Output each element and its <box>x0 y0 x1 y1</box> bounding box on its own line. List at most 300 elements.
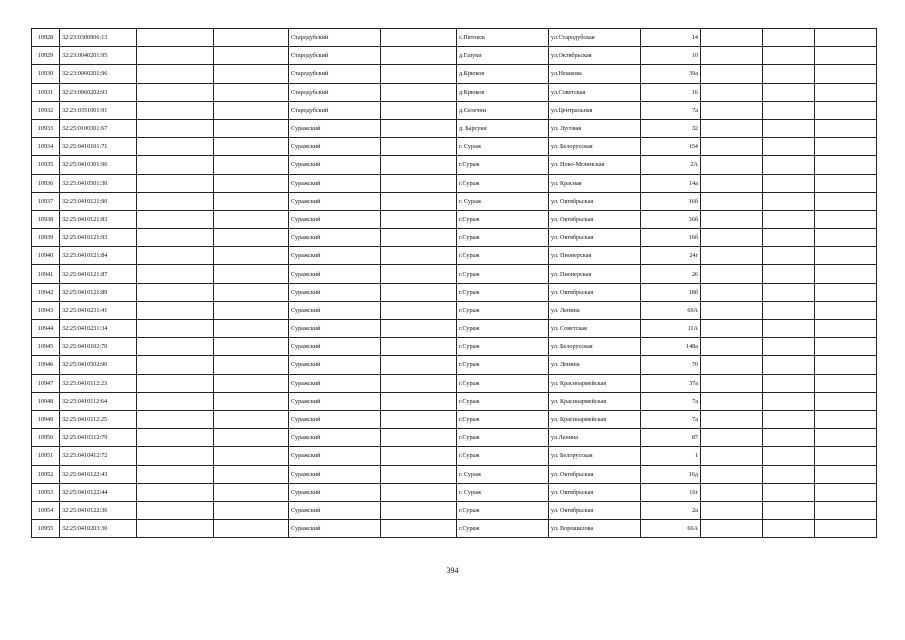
empty-cell <box>763 410 815 428</box>
table-row <box>32 101 877 119</box>
row-number-cell: 10953 <box>32 483 60 501</box>
empty-cell <box>214 101 289 119</box>
empty-cell <box>815 283 877 301</box>
settlement-cell: г.Сураж <box>457 374 549 392</box>
cadastral-number-cell: 32:25:0410231:34 <box>60 320 137 338</box>
empty-cell <box>763 520 815 538</box>
empty-cell <box>214 501 289 519</box>
empty-cell <box>214 47 289 65</box>
table-row <box>32 374 877 392</box>
row-number-cell: 10933 <box>32 119 60 137</box>
house-number-cell: 1 <box>641 447 701 465</box>
house-number-cell: 66А <box>641 520 701 538</box>
empty-cell <box>701 138 763 156</box>
settlement-cell: г.Сураж <box>457 283 549 301</box>
empty-cell <box>701 247 763 265</box>
empty-cell <box>701 229 763 247</box>
empty-cell <box>214 265 289 283</box>
empty-cell <box>815 119 877 137</box>
empty-cell <box>701 83 763 101</box>
empty-cell <box>137 374 214 392</box>
cadastral-number-cell: 32:25:0410501:30 <box>60 174 137 192</box>
house-number-cell: 2а <box>641 501 701 519</box>
empty-cell <box>763 192 815 210</box>
row-number-cell: 10949 <box>32 410 60 428</box>
district-cell: Стародубский <box>289 83 381 101</box>
cadastral-number-cell: 32:25:0410121:87 <box>60 265 137 283</box>
empty-cell <box>701 374 763 392</box>
row-number-cell: 10928 <box>32 29 60 47</box>
empty-cell <box>815 447 877 465</box>
cadastral-number-cell: 32:25:0410112:23 <box>60 374 137 392</box>
empty-cell <box>701 283 763 301</box>
empty-cell <box>214 119 289 137</box>
empty-cell <box>137 65 214 83</box>
empty-cell <box>214 301 289 319</box>
table-row <box>32 429 877 447</box>
row-number-cell: 10931 <box>32 83 60 101</box>
district-cell: Суражский <box>289 501 381 519</box>
empty-cell <box>381 210 457 228</box>
empty-cell <box>137 47 214 65</box>
settlement-cell: г.Сураж <box>457 501 549 519</box>
empty-cell <box>701 265 763 283</box>
settlement-cell: г.Сураж <box>457 338 549 356</box>
empty-cell <box>381 483 457 501</box>
table-row <box>32 447 877 465</box>
empty-cell <box>214 338 289 356</box>
empty-cell <box>214 283 289 301</box>
street-cell: ул. Красноармейская <box>549 410 641 428</box>
cadastral-number-cell: 32:25:0410312:79 <box>60 429 137 447</box>
empty-cell <box>214 29 289 47</box>
street-cell: ул.Центральная <box>549 101 641 119</box>
row-number-cell: 10944 <box>32 320 60 338</box>
cadastral-number-cell: 32:25:0410121:93 <box>60 229 137 247</box>
street-cell: ул. Пионерская <box>549 265 641 283</box>
street-cell: ул. Красноармейская <box>549 392 641 410</box>
table-row <box>32 338 877 356</box>
empty-cell <box>214 520 289 538</box>
cadastral-number-cell: 32:25:0410121:89 <box>60 283 137 301</box>
district-cell: Суражский <box>289 283 381 301</box>
empty-cell <box>763 465 815 483</box>
cadastral-number-cell: 32:25:0410121:84 <box>60 247 137 265</box>
empty-cell <box>137 501 214 519</box>
street-cell: ул. Октябрьская <box>549 501 641 519</box>
settlement-cell: д.Селечни <box>457 101 549 119</box>
district-cell: Суражский <box>289 356 381 374</box>
street-cell: ул.Ленина <box>549 429 641 447</box>
table-row <box>32 210 877 228</box>
settlement-cell: г.Сураж <box>457 229 549 247</box>
empty-cell <box>701 356 763 374</box>
row-number-cell: 10947 <box>32 374 60 392</box>
empty-cell <box>214 229 289 247</box>
empty-cell <box>701 192 763 210</box>
row-number-cell: 10938 <box>32 210 60 228</box>
cadastral-number-cell: 32:23:0060201:96 <box>60 65 137 83</box>
house-number-cell: 10 <box>641 47 701 65</box>
empty-cell <box>214 210 289 228</box>
table-row <box>32 320 877 338</box>
empty-cell <box>815 101 877 119</box>
house-number-cell: 16г <box>641 483 701 501</box>
row-number-cell: 10943 <box>32 301 60 319</box>
row-number-cell: 10954 <box>32 501 60 519</box>
street-cell: ул.Нешкова <box>549 65 641 83</box>
street-cell: ул. Ленина <box>549 356 641 374</box>
house-number-cell: 70 <box>641 356 701 374</box>
empty-cell <box>381 83 457 101</box>
empty-cell <box>763 156 815 174</box>
district-cell: Суражский <box>289 265 381 283</box>
house-number-cell: 26 <box>641 265 701 283</box>
street-cell: ул. Белорусская <box>549 138 641 156</box>
empty-cell <box>701 501 763 519</box>
empty-cell <box>701 392 763 410</box>
row-number-cell: 10941 <box>32 265 60 283</box>
settlement-cell: г.Сураж <box>457 265 549 283</box>
empty-cell <box>701 410 763 428</box>
row-number-cell: 10955 <box>32 520 60 538</box>
empty-cell <box>214 410 289 428</box>
empty-cell <box>381 338 457 356</box>
district-cell: Суражский <box>289 119 381 137</box>
cadastral-number-cell: 32:25:0410122:43 <box>60 465 137 483</box>
page-number: 394 <box>446 566 459 575</box>
empty-cell <box>815 65 877 83</box>
district-cell: Суражский <box>289 338 381 356</box>
cadastral-number-cell: 32:23:0040201:95 <box>60 47 137 65</box>
district-cell: Суражский <box>289 520 381 538</box>
empty-cell <box>763 138 815 156</box>
empty-cell <box>137 192 214 210</box>
empty-cell <box>701 29 763 47</box>
empty-cell <box>214 174 289 192</box>
settlement-cell: г. Сураж <box>457 138 549 156</box>
table-row <box>32 229 877 247</box>
settlement-cell: г.Сураж <box>457 210 549 228</box>
empty-cell <box>381 320 457 338</box>
street-cell: ул. Октябрьская <box>549 483 641 501</box>
empty-cell <box>137 156 214 174</box>
empty-cell <box>381 501 457 519</box>
settlement-cell: г.Сураж <box>457 156 549 174</box>
settlement-cell: д.Крюков <box>457 65 549 83</box>
table-row <box>32 156 877 174</box>
empty-cell <box>214 156 289 174</box>
empty-cell <box>137 247 214 265</box>
table-row <box>32 410 877 428</box>
empty-cell <box>137 174 214 192</box>
table-row <box>32 247 877 265</box>
empty-cell <box>763 210 815 228</box>
street-cell: ул. Красноармейская <box>549 374 641 392</box>
empty-cell <box>815 138 877 156</box>
empty-cell <box>763 320 815 338</box>
cadastral-number-cell: 32:23:0060202:93 <box>60 83 137 101</box>
empty-cell <box>815 483 877 501</box>
empty-cell <box>137 320 214 338</box>
empty-cell <box>763 29 815 47</box>
settlement-cell: г.Сураж <box>457 447 549 465</box>
row-number-cell: 10948 <box>32 392 60 410</box>
street-cell: ул. Белорусская <box>549 338 641 356</box>
house-number-cell: 154 <box>641 138 701 156</box>
house-number-cell: 39а <box>641 65 701 83</box>
empty-cell <box>381 101 457 119</box>
empty-cell <box>763 483 815 501</box>
empty-cell <box>815 320 877 338</box>
empty-cell <box>214 320 289 338</box>
empty-cell <box>701 210 763 228</box>
settlement-cell: г. Сураж <box>457 192 549 210</box>
district-cell: Суражский <box>289 210 381 228</box>
street-cell: ул. Октябрьская <box>549 210 641 228</box>
district-cell: Суражский <box>289 156 381 174</box>
empty-cell <box>381 192 457 210</box>
table-row <box>32 283 877 301</box>
empty-cell <box>815 520 877 538</box>
row-number-cell: 10932 <box>32 101 60 119</box>
empty-cell <box>381 410 457 428</box>
house-number-cell: 16д <box>641 465 701 483</box>
empty-cell <box>815 338 877 356</box>
settlement-cell: г.Сураж <box>457 520 549 538</box>
district-cell: Суражский <box>289 301 381 319</box>
empty-cell <box>763 247 815 265</box>
empty-cell <box>381 283 457 301</box>
row-number-cell: 10950 <box>32 429 60 447</box>
empty-cell <box>214 429 289 447</box>
table-row <box>32 520 877 538</box>
empty-cell <box>214 192 289 210</box>
cadastral-number-cell: 32:23:0300906:13 <box>60 29 137 47</box>
empty-cell <box>381 229 457 247</box>
table-row <box>32 301 877 319</box>
district-cell: Суражский <box>289 247 381 265</box>
cadastral-number-cell: 32:25:0410101:71 <box>60 138 137 156</box>
house-number-cell: 32 <box>641 119 701 137</box>
street-cell: ул.Стародубская <box>549 29 641 47</box>
empty-cell <box>137 356 214 374</box>
empty-cell <box>381 356 457 374</box>
empty-cell <box>763 338 815 356</box>
empty-cell <box>381 174 457 192</box>
empty-cell <box>815 29 877 47</box>
house-number-cell: 7а <box>641 392 701 410</box>
empty-cell <box>815 83 877 101</box>
row-number-cell: 10929 <box>32 47 60 65</box>
empty-cell <box>701 174 763 192</box>
table-row <box>32 501 877 519</box>
empty-cell <box>815 229 877 247</box>
empty-cell <box>137 229 214 247</box>
empty-cell <box>815 247 877 265</box>
table-row <box>32 392 877 410</box>
house-number-cell: 7а <box>641 410 701 428</box>
cadastral-number-cell: 32:23:0351001:91 <box>60 101 137 119</box>
row-number-cell: 10937 <box>32 192 60 210</box>
settlement-cell: г.Сураж <box>457 174 549 192</box>
table-row <box>32 356 877 374</box>
street-cell: ул. Луговая <box>549 119 641 137</box>
empty-cell <box>214 392 289 410</box>
row-number-cell: 10951 <box>32 447 60 465</box>
empty-cell <box>381 156 457 174</box>
house-number-cell: 69А <box>641 301 701 319</box>
settlement-cell: д.Крюков <box>457 83 549 101</box>
house-number-cell: 16 <box>641 83 701 101</box>
empty-cell <box>763 229 815 247</box>
cadastral-number-cell: 32:25:0100301:67 <box>60 119 137 137</box>
settlement-cell: г.Сураж <box>457 429 549 447</box>
empty-cell <box>815 501 877 519</box>
empty-cell <box>137 520 214 538</box>
empty-cell <box>381 247 457 265</box>
empty-cell <box>763 501 815 519</box>
empty-cell <box>763 101 815 119</box>
empty-cell <box>701 338 763 356</box>
empty-cell <box>381 301 457 319</box>
empty-cell <box>137 283 214 301</box>
empty-cell <box>815 156 877 174</box>
cadastral-number-cell: 32:25:0410121:83 <box>60 210 137 228</box>
row-number-cell: 10939 <box>32 229 60 247</box>
house-number-cell: 16б <box>641 229 701 247</box>
empty-cell <box>381 47 457 65</box>
street-cell: ул.Октябрьская <box>549 47 641 65</box>
street-cell: ул. Пионерская <box>549 247 641 265</box>
settlement-cell: д.Газуки <box>457 47 549 65</box>
district-cell: Суражский <box>289 138 381 156</box>
settlement-cell: г.Сураж <box>457 356 549 374</box>
empty-cell <box>763 429 815 447</box>
empty-cell <box>763 301 815 319</box>
empty-cell <box>137 138 214 156</box>
district-cell: Стародубский <box>289 101 381 119</box>
empty-cell <box>815 356 877 374</box>
empty-cell <box>763 174 815 192</box>
cadastral-number-cell: 32:25:0410301:96 <box>60 156 137 174</box>
empty-cell <box>815 392 877 410</box>
street-cell: ул. Советская <box>549 320 641 338</box>
table-row <box>32 29 877 47</box>
row-number-cell: 10952 <box>32 465 60 483</box>
table-row <box>32 465 877 483</box>
cadastral-number-cell: 32:25:0410502:90 <box>60 356 137 374</box>
district-cell: Суражский <box>289 447 381 465</box>
empty-cell <box>815 410 877 428</box>
district-cell: Суражский <box>289 483 381 501</box>
empty-cell <box>214 356 289 374</box>
district-cell: Суражский <box>289 410 381 428</box>
empty-cell <box>214 374 289 392</box>
row-number-cell: 10945 <box>32 338 60 356</box>
district-cell: Стародубский <box>289 65 381 83</box>
row-number-cell: 10930 <box>32 65 60 83</box>
empty-cell <box>763 392 815 410</box>
table-row <box>32 192 877 210</box>
empty-cell <box>381 392 457 410</box>
cadastral-number-cell: 32:25:0410231:41 <box>60 301 137 319</box>
settlement-cell: с.Пятовск <box>457 29 549 47</box>
registry-table-body <box>32 29 877 538</box>
empty-cell <box>701 47 763 65</box>
empty-cell <box>763 374 815 392</box>
house-number-cell: 14а <box>641 174 701 192</box>
row-number-cell: 10942 <box>32 283 60 301</box>
settlement-cell: г. Сураж <box>457 483 549 501</box>
street-cell: ул. Белорусская <box>549 447 641 465</box>
empty-cell <box>815 429 877 447</box>
empty-cell <box>763 265 815 283</box>
street-cell: ул. Ново-Мглинская <box>549 156 641 174</box>
cadastral-number-cell: 32:25:0410412:72 <box>60 447 137 465</box>
settlement-cell: г.Сураж <box>457 301 549 319</box>
cadastral-number-cell: 32:25:0410203:30 <box>60 520 137 538</box>
empty-cell <box>214 465 289 483</box>
empty-cell <box>815 465 877 483</box>
district-cell: Суражский <box>289 192 381 210</box>
row-number-cell: 10935 <box>32 156 60 174</box>
table-row <box>32 83 877 101</box>
empty-cell <box>815 301 877 319</box>
empty-cell <box>701 301 763 319</box>
table-row <box>32 174 877 192</box>
district-cell: Суражский <box>289 429 381 447</box>
empty-cell <box>137 338 214 356</box>
house-number-cell: 18б <box>641 283 701 301</box>
house-number-cell: 14 <box>641 29 701 47</box>
cadastral-number-cell: 32:25:0410112:64 <box>60 392 137 410</box>
house-number-cell: 16б <box>641 192 701 210</box>
house-number-cell: 36б <box>641 210 701 228</box>
empty-cell <box>701 65 763 83</box>
street-cell: ул. Ворошилова <box>549 520 641 538</box>
empty-cell <box>763 119 815 137</box>
cadastral-number-cell: 32:25:0410102:70 <box>60 338 137 356</box>
table-row <box>32 47 877 65</box>
empty-cell <box>815 210 877 228</box>
empty-cell <box>381 65 457 83</box>
empty-cell <box>137 392 214 410</box>
settlement-cell: г.Сураж <box>457 320 549 338</box>
empty-cell <box>701 429 763 447</box>
street-cell: ул. Октябрьская <box>549 283 641 301</box>
empty-cell <box>137 83 214 101</box>
empty-cell <box>381 29 457 47</box>
house-number-cell: 7а <box>641 101 701 119</box>
registry-table <box>31 28 877 538</box>
empty-cell <box>214 83 289 101</box>
table-row <box>32 65 877 83</box>
empty-cell <box>701 483 763 501</box>
empty-cell <box>137 101 214 119</box>
district-cell: Суражский <box>289 229 381 247</box>
empty-cell <box>381 429 457 447</box>
district-cell: Суражский <box>289 392 381 410</box>
street-cell: ул. Ленина <box>549 301 641 319</box>
empty-cell <box>815 174 877 192</box>
empty-cell <box>763 65 815 83</box>
district-cell: Суражский <box>289 374 381 392</box>
cadastral-number-cell: 32:25:0410122:36 <box>60 501 137 519</box>
empty-cell <box>381 447 457 465</box>
empty-cell <box>381 138 457 156</box>
district-cell: Суражский <box>289 174 381 192</box>
